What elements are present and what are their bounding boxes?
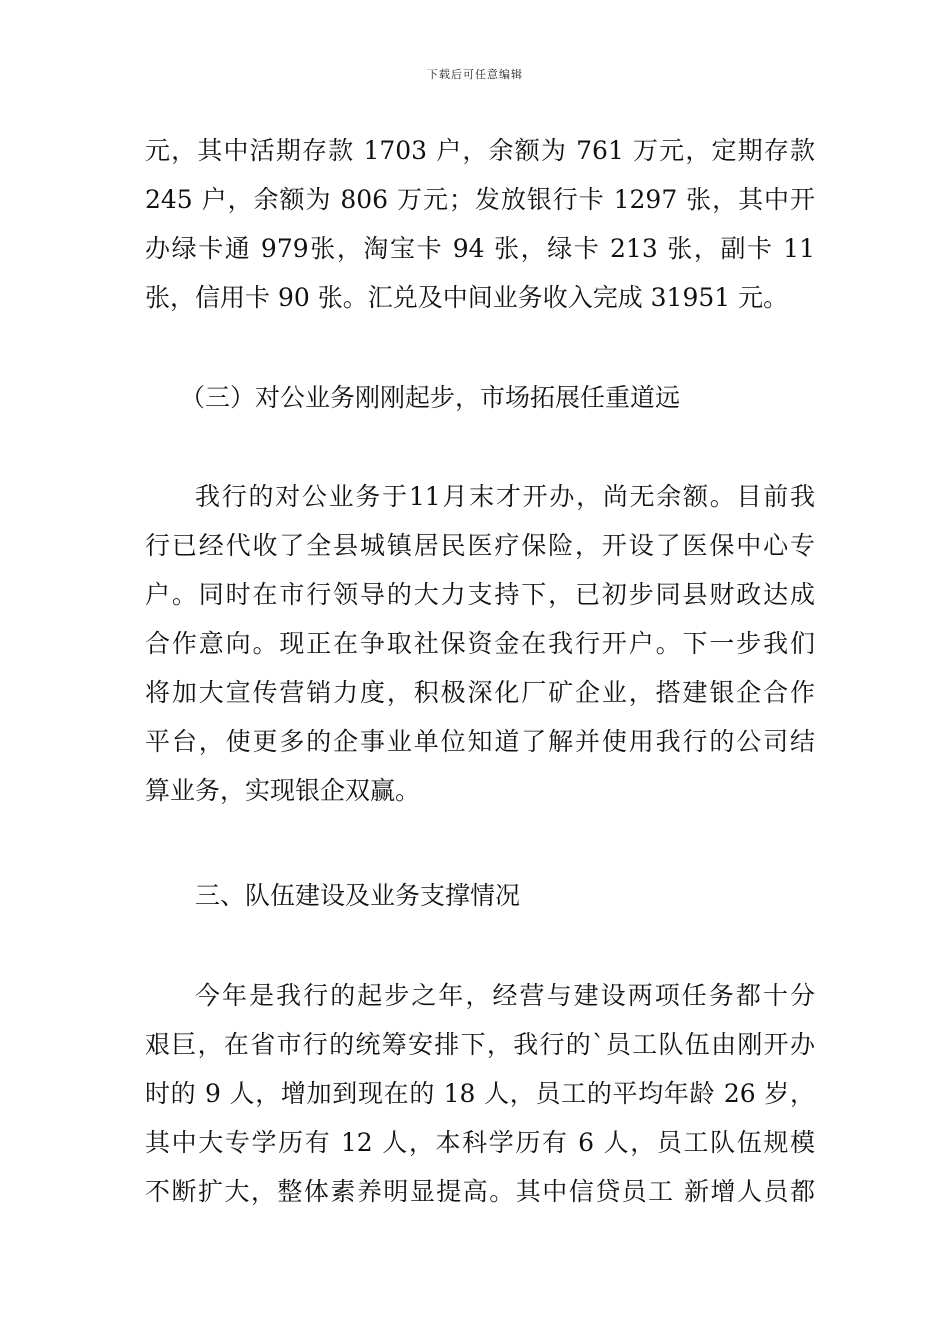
paragraph-team <box>145 971 815 1216</box>
paragraph-line: 今年是我行的起步之年，经营与建设两项任务都十分 <box>195 981 815 1010</box>
paragraph-line: 户。同时在市行领导的大力支持下，已初步同县财政达成 <box>145 580 815 609</box>
paragraph-line: 办绿卡通 979张，淘宝卡 94 张，绿卡 213 张，副卡 11 <box>145 234 815 263</box>
paragraph-line: 我行的对公业务于11月末才开办，尚无余额。目前我 <box>195 482 815 511</box>
section-heading-corporate: （三）对公业务刚刚起步，市场拓展任重道远 <box>180 383 681 412</box>
paragraph-line: 张，信用卡 90 张。汇兑及中间业务收入完成 31951 元。 <box>145 283 789 312</box>
paragraph-line: 平台，使更多的企事业单位知道了解并使用我行的公司结 <box>145 727 815 756</box>
paragraph-line: 不断扩大，整体素养明显提高。其中信贷员工 新增人员都 <box>145 1177 815 1206</box>
paragraph-line: 245 户，余额为 806 万元；发放银行卡 1297 张，其中开 <box>145 185 815 214</box>
section-heading-team: 三、队伍建设及业务支撑情况 <box>195 881 521 910</box>
paragraph-line: 时的 9 人，增加到现在的 18 人，员工的平均年龄 26 岁， <box>145 1079 815 1108</box>
paragraph-line: 合作意向。现正在争取社保资金在我行开户。下一步我们 <box>145 629 815 658</box>
paragraph-deposits <box>145 126 815 322</box>
paragraph-line: 将加大宣传营销力度，积极深化厂矿企业，搭建银企合作 <box>145 678 815 707</box>
paragraph-line: 元，其中活期存款 1703 户，余额为 761 万元，定期存款 <box>145 136 815 165</box>
paragraph-line: 艰巨，在省市行的统筹安排下，我行的`员工队伍由刚开办 <box>145 1030 815 1059</box>
paragraph-line: 行已经代收了全县城镇居民医疗保险，开设了医保中心专 <box>145 531 815 560</box>
paragraph-corporate <box>145 472 815 815</box>
paragraph-line: 算业务，实现银企双赢。 <box>145 776 421 805</box>
paragraph-line: 其中大专学历有 12 人，本科学历有 6 人，员工队伍规模 <box>145 1128 815 1157</box>
header-note: 下载后可任意编辑 <box>427 68 523 81</box>
